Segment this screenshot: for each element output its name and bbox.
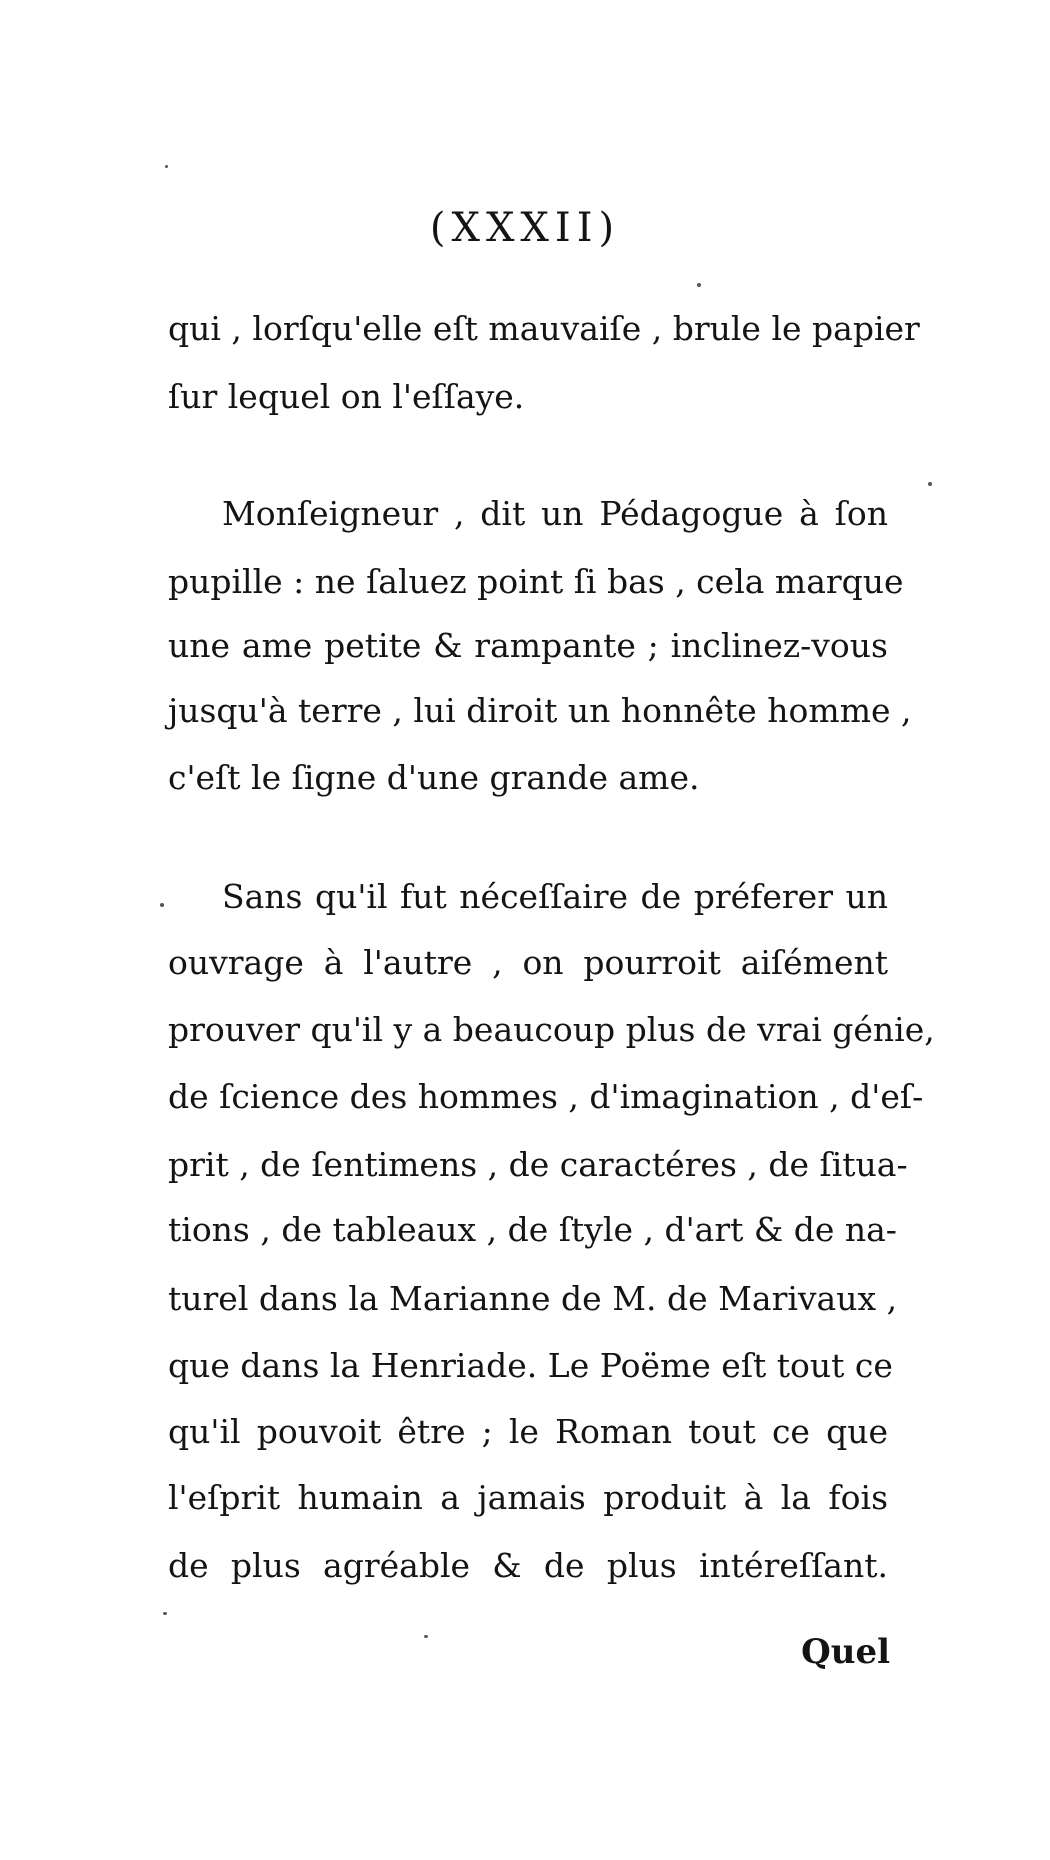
text-line: turel dans la Marianne de M. de Marivaux , — [168, 1279, 898, 1318]
ink-speck — [424, 1635, 428, 1638]
text-line: que dans la Henriade. Le Poëme eſt tout ce — [168, 1346, 893, 1385]
text-line: ouvrage à l'autre , on pourroit aiſément — [168, 943, 888, 982]
ink-speck — [160, 903, 164, 907]
catchword: Quel — [801, 1632, 890, 1672]
text-line: prit , de ſentimens , de caractéres , de ſitua- — [168, 1145, 908, 1184]
text-line: qu'il pouvoit être ; le Roman tout ce que — [168, 1412, 888, 1451]
text-line: Sans qu'il fut néceſſaire de préferer un — [222, 877, 888, 916]
ink-speck — [697, 283, 701, 287]
text-line: jusqu'à terre , lui diroit un honnête homme , — [168, 691, 912, 730]
text-line: ſur lequel on l'eſſaye. — [168, 377, 525, 416]
ink-speck — [928, 482, 932, 486]
text-line: c'eſt le ſigne d'une grande ame. — [168, 758, 700, 797]
text-line: l'eſprit humain a jamais produit à la fois — [168, 1478, 888, 1517]
text-line: tions , de tableaux , de ſtyle , d'art & de na- — [168, 1210, 897, 1249]
text-line: de ſcience des hommes , d'imagination , d'eſ- — [168, 1077, 924, 1116]
ink-speck — [163, 1612, 167, 1615]
text-line: de plus agréable & de plus intéreſſant. — [168, 1546, 888, 1585]
text-line: qui , lorſqu'elle eſt mauvaiſe , brule le papier — [168, 309, 920, 348]
text-line: prouver qu'il y a beaucoup plus de vrai génie, — [168, 1010, 935, 1049]
text-line: Monſeigneur , dit un Pédagogue à ſon — [222, 494, 888, 533]
ink-speck — [165, 165, 168, 168]
text-line: une ame petite & rampante ; inclinez-vous — [168, 626, 888, 665]
page-number: (XXXII) — [429, 205, 621, 251]
text-line: pupille : ne ſaluez point ſi bas , cela marque — [168, 562, 904, 601]
